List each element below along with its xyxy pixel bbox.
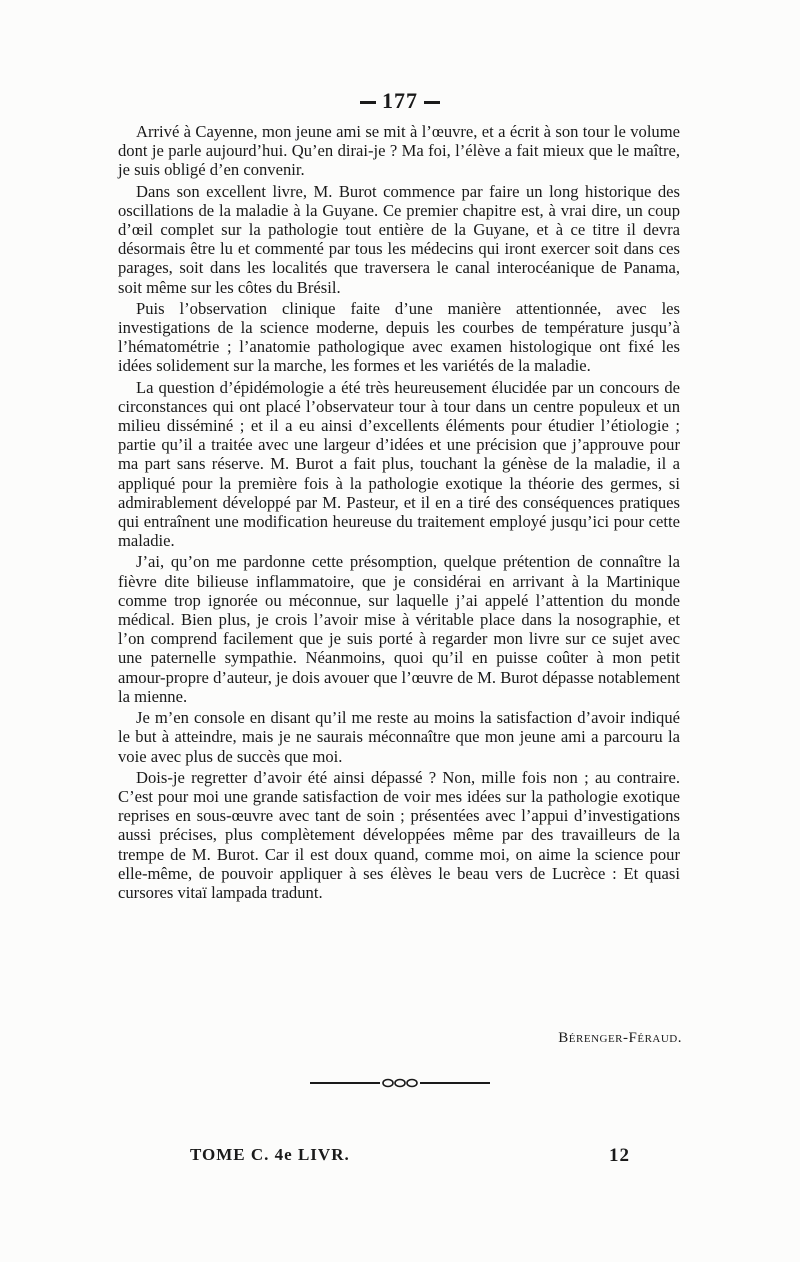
page-number-text: 177 [382, 88, 418, 113]
sheet-number: 12 [609, 1145, 630, 1166]
article-body [118, 122, 680, 902]
paragraph-7: Dois-je regretter d’avoir été ainsi dépassé ? Non, mille fois non ; au contraire. C’est pour moi une grande satisfaction de voir mes idées sur la pathologie exotique reprises en sous-œuvre avec tant de soin ; présentées avec l’appui d’investigations aussi précises, plus complètement développées même par des travailleurs de la trempe de M. Burot. Car il est doux quand, comme moi, on aime la science pour elle-même, de pouvoir appliquer à ses élèves le beau vers de Lucrèce : Et quasi cursores vitaï lampada tradunt. [118, 767, 680, 902]
volume-signature-mark: TOME C. 4e LIVR. [190, 1145, 350, 1164]
paragraph-6: Je m’en console en disant qu’il me reste au moins la satisfaction d’avoir indiqué le but à atteindre, mais je ne saurais méconnaître que mon jeune ami a parcouru la voie avec plus de succès que moi. [118, 708, 680, 766]
page-number-dash-right [424, 101, 440, 104]
author-signature: Bérenger-Féraud. [558, 1030, 682, 1046]
paragraph-1: Arrivé à Cayenne, mon jeune ami se mit à l’œuvre, et a écrit à son tour le volume dont je parle aujourd’hui. Qu’en dirai-je ? Ma foi, l’élève a fait mieux que le maître, je suis obligé d’en convenir. [118, 122, 680, 180]
paragraph-5: J’ai, qu’on me pardonne cette présomption, quelque prétention de connaître la fièvre dite bilieuse inflammatoire, que je considérai en arrivant à la Martinique comme trop ignorée ou méconnue, sur laquelle j’ai appelé l’attention du monde médical. Bien plus, je crois l’avoir mise à véritable place dans la nosographie, et l’on comprend facilement que je suis porté à regarder mon livre sur ce sujet avec une paternelle sympathie. Néanmoins, quoi qu’il en puisse coûter à mon petit amour-propre d’auteur, je dois avouer que l’œuvre de M. Burot dépasse notablement la mienne. [118, 552, 680, 706]
ornamental-divider [310, 1078, 490, 1088]
paragraph-2: Dans son excellent livre, M. Burot commence par faire un long historique des oscillations de la maladie à la Guyane. Ce premier chapitre est, à vrai dire, un coup d’œil complet sur la pathologie tout entière de la Guyane, et à ce titre il devra désormais être lu et commenté par tous les médecins qui iront exercer soit dans ces parages, soit dans les localités que traversera le canal interocéanique de Panama, soit même sur les côtes du Brésil. [118, 181, 680, 297]
page-number [0, 88, 800, 114]
paragraph-3: Puis l’observation clinique faite d’une manière attentionnée, avec les investigations de la science moderne, depuis les courbes de température jusqu’à l’hématométrie ; l’anatomie pathologique avec examen histologique ont fixé les idées solidement sur la marche, les formes et les variétés de la maladie. [118, 298, 680, 376]
page-number-dash-left [360, 101, 376, 104]
paragraph-4: La question d’épidémologie a été très heureusement élucidée par un concours de circonstances qui ont placé l’observateur tour à tour dans un centre populeux et un milieu disséminé ; et il a eu ainsi d’excellents éléments pour étudier l’étiologie ; partie qu’il a traitée avec une largeur d’idées et une précision que j’approuve pour ma part sans réserve. M. Burot a fait plus, touchant la génèse de la maladie, il a appliqué pour la première fois à la pathologie exotique la théorie des germes, si admirablement développé par M. Pasteur, et il en a tiré des conséquences pratiques qui entraînent une modification heureuse du traitement employé jusqu’ici pour cette maladie. [118, 377, 680, 551]
